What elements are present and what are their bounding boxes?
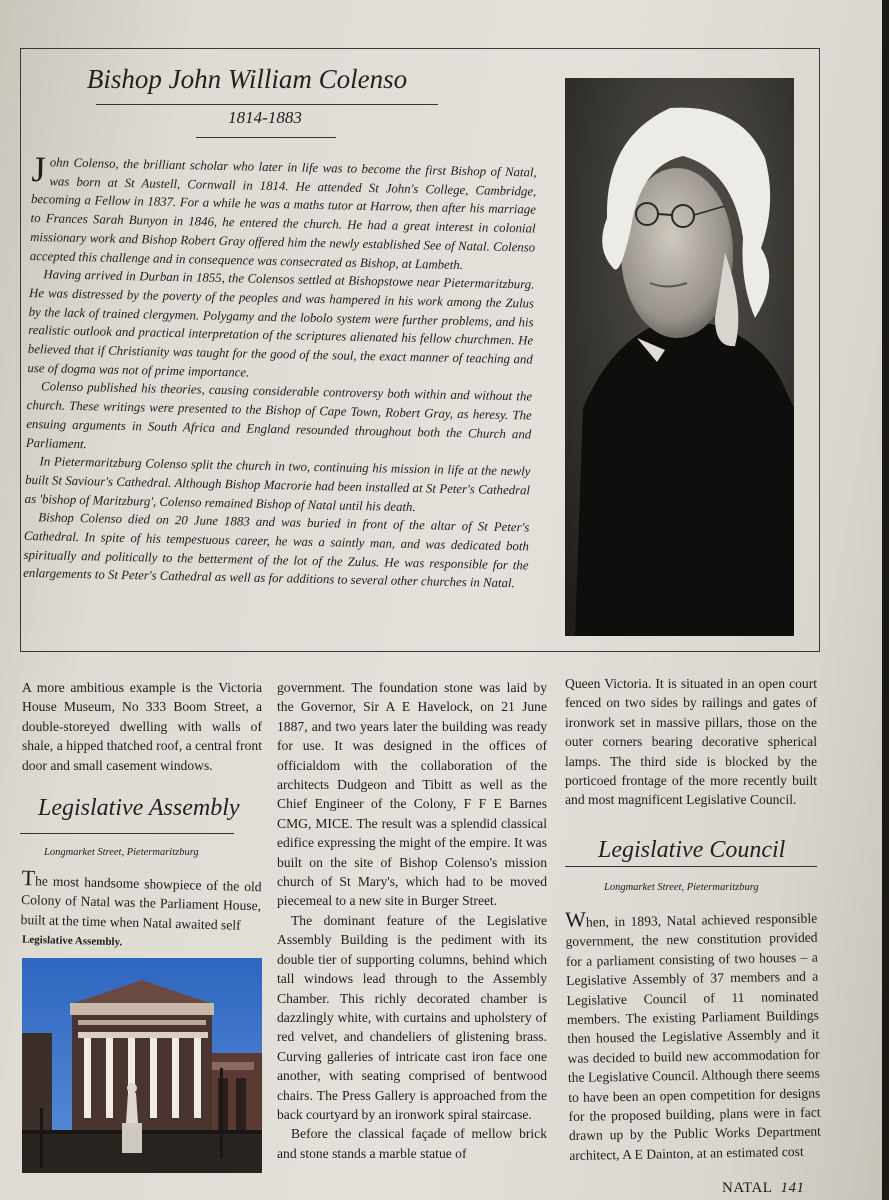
dates-rule xyxy=(196,137,336,138)
assembly-text: The most handsome showpiece of the old Colony of Natal was the Parliament House, built at the time when Natal awaited self xyxy=(20,865,262,933)
colenso-portrait xyxy=(565,78,794,636)
bio-paragraph: Having arrived in Durban in 1855, the Colensos settled at Bishopstowe near Pietermaritzburg. He was distressed by the poverty of the peoples and was hampered in his work among the Zulus by the lack of trained clergymen. Polygamy and the lobolo system were further problems, and his realistic outlook and practical interpretation of the scriptures alienated his fellow churchmen. He believed that if Christianity was taught for the good of the soul, the exact manner of teaching and use of dogma was not of prime importance. xyxy=(27,267,535,380)
title-rule xyxy=(96,104,438,105)
col3-intro: Queen Victoria. It is situated in an open court fenced on two sides by railings and gates of ironwork set in massive pillars, those on the outer corners bearing decorative spherical lamps. The third side is blocked by the porticoed frontage of the more recently built and most magnificent Legislative Council. xyxy=(565,676,817,808)
col2-paragraph: government. The foundation stone was laid by the Governor, Sir A E Havelock, on 21 June 1887, and two years later the building was ready for use. It was designed in the offices of officialdom with the collaboration of the architects Dudgeon and Tibitt as well as the Chief Engineer of the Colony, F F E Barnes CMG, MICE. The result was a splendid classical edifice expressing the might of the empire. It was built on the site of Bishop Colenso's mission church of St Mary's, which had to be moved piecemeal to a new site in Burger Street. xyxy=(277,680,547,909)
bio-paragraph: John Colenso, the brilliant scholar who later in life was to become the first Bishop of Natal, was born at St Austell, Cornwall in 1814. He attended St John's College, Cambridge, becoming a Fellow in 1837. For a while he was a maths tutor at Harrow, then after his marriage to Frances Sarah Bunyon in 1846, he entered the church. He had a great interest in colonial missionary work and Bishop Robert Gray offered him the newly established See of Natal. Colenso accepted this challenge and in consequence was consecrated as Bishop, at Lambeth. xyxy=(29,149,537,272)
legislative-assembly-photo xyxy=(22,958,262,1173)
bio-paragraph: Colenso published his theories, causing considerable controversy both within and without the church. These writings were presented to the Bishop of Cape Town, Robert Gray, as heresy. The ensuing arguments in South Africa and England resounded throughout both the Church and Parliament. xyxy=(25,379,533,451)
council-text: When, in 1893, Natal achieved responsible government, the new constitution provided for a parliament consisting of two houses – a Legislative Assembly of 37 members and a Legislative Council of 11 nominated members. The existing Parliament Buildings then housed the Legislative Assembly and it was decided to build new accommodation for the Legislative Council. Although there seems to have been an open competition for designs for the proposed building, plans were in fact drawn up by the Public Works Department architect, A E Dainton, at an estimated cost xyxy=(564,906,822,1163)
page-footer xyxy=(722,1180,804,1197)
council-location: Longmarket Street, Pietermaritzburg xyxy=(604,882,759,893)
footer-section: NATAL xyxy=(722,1180,773,1196)
bio-paragraph: Bishop Colenso died on 20 June 1883 and was buried in front of the altar of St Peter's Cathedral. In spite of his tempestuous career, he was a saintly man, and was dedicated both spiritually and politically to the betterment of the lot of the Zulus. He was responsible for the enlargements to St Peter's Cathedral as well as for additions to several other churches in Natal. xyxy=(23,510,530,591)
biography-text xyxy=(23,149,537,594)
col2-paragraph: The dominant feature of the Legislative Assembly Building is the pediment with its double tier of supporting columns, behind which tall windows lead through to the Assembly Chamber. This richly decorated chamber is dazzlingly white, with curtains and upholstery of red velvet, and chandeliers of glistening brass. Curving galleries of intricate cast iron face one another, with seating comprised of bentwood chairs. The Press Gallery is approached from the back courtyard by an ironwork spiral staircase. xyxy=(277,912,547,1122)
page-number: 141 xyxy=(780,1180,805,1196)
council-heading-rule xyxy=(565,866,817,867)
heading-legislative-assembly: Legislative Assembly xyxy=(38,795,240,821)
biography-title: Bishop John William Colenso xyxy=(86,64,408,94)
heading-legislative-council: Legislative Council xyxy=(598,837,786,863)
col2-paragraph: Before the classical façade of mellow brick and stone stands a marble statue of xyxy=(277,1126,547,1161)
assembly-heading-rule xyxy=(20,833,234,834)
assembly-location: Longmarket Street, Pietermaritzburg xyxy=(44,847,199,858)
col2-text xyxy=(277,678,547,1163)
biography-dates: 1814-1883 xyxy=(228,108,302,127)
photo-caption: Legislative Assembly. xyxy=(21,933,123,949)
col1-intro: A more ambitious example is the Victoria House Museum, No 333 Boom Street, a double-storeyed dwelling with walls of shale, a hipped thatched roof, a central front door and small casement windows. xyxy=(22,680,262,773)
bio-paragraph: In Pietermaritzburg Colenso split the church in two, continuing his mission in life at the newly built St Saviour's Cathedral. Although Bishop Macrorie had been installed at St Peter's Cathedral as 'bishop of Maritzburg', Colenso remained Bishop of Natal until his death. xyxy=(24,454,531,514)
